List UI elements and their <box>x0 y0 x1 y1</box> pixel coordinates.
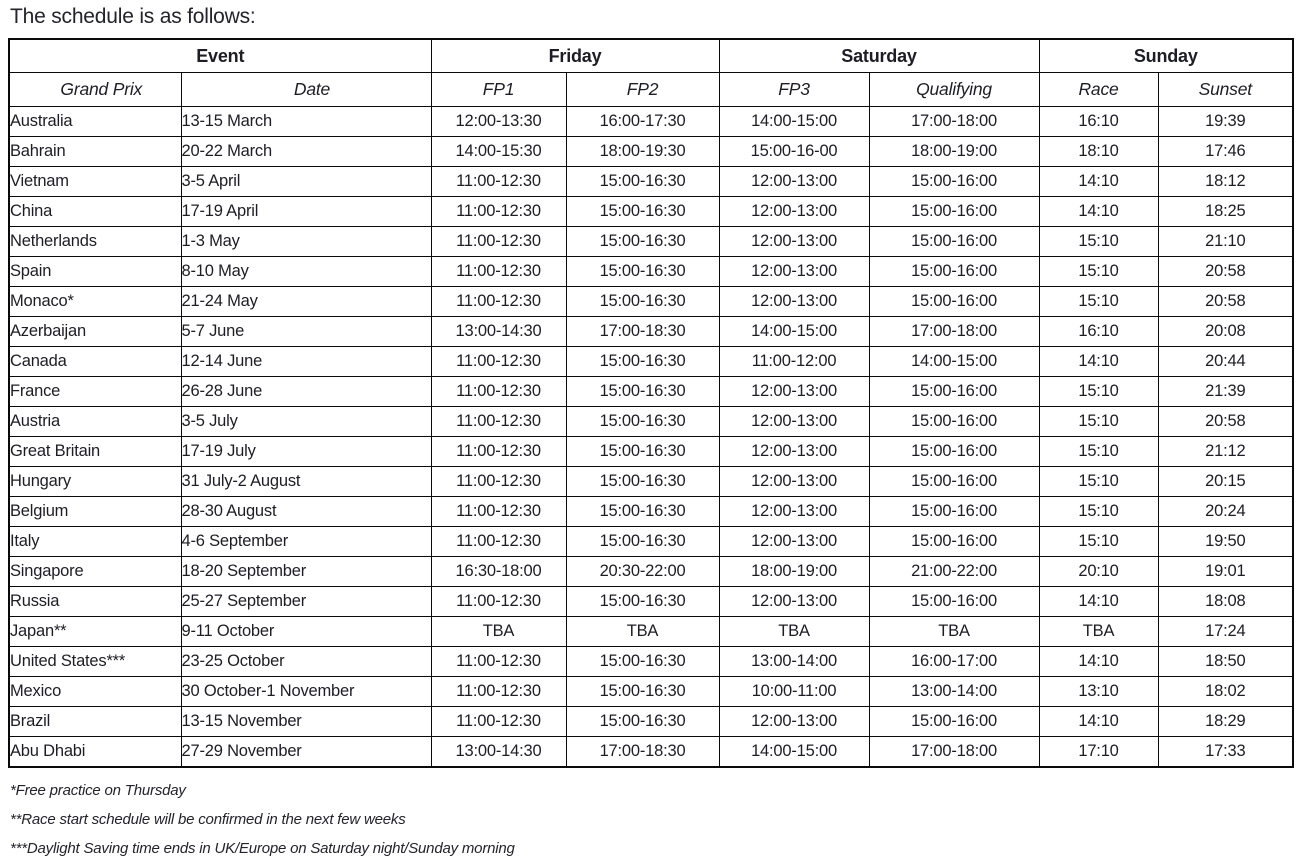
cell-race: 14:10 <box>1039 197 1158 227</box>
table-row <box>9 377 1293 407</box>
cell-grand-prix: Italy <box>9 527 181 557</box>
cell-grand-prix: Netherlands <box>9 227 181 257</box>
table-row <box>9 647 1293 677</box>
table-row <box>9 107 1293 137</box>
table-row <box>9 227 1293 257</box>
cell-grand-prix: Canada <box>9 347 181 377</box>
cell-qualifying: 21:00-22:00 <box>869 557 1039 587</box>
cell-qualifying: 17:00-18:00 <box>869 317 1039 347</box>
cell-race: 15:10 <box>1039 437 1158 467</box>
cell-sunset: 20:44 <box>1158 347 1293 377</box>
cell-date: 8-10 May <box>181 257 431 287</box>
table-row <box>9 317 1293 347</box>
table-row <box>9 137 1293 167</box>
cell-grand-prix: Monaco* <box>9 287 181 317</box>
cell-date: 4-6 September <box>181 527 431 557</box>
table-row <box>9 287 1293 317</box>
cell-fp1: 11:00-12:30 <box>431 467 566 497</box>
cell-fp1: 11:00-12:30 <box>431 437 566 467</box>
table-row <box>9 707 1293 737</box>
cell-qualifying: 15:00-16:00 <box>869 377 1039 407</box>
cell-fp1: 13:00-14:30 <box>431 317 566 347</box>
footnote-daylight-saving: ***Daylight Saving time ends in UK/Europe on Saturday night/Sunday morning <box>10 839 515 857</box>
cell-date: 13-15 November <box>181 707 431 737</box>
table-row <box>9 737 1293 767</box>
page-title: The schedule is as follows: <box>10 5 256 28</box>
table-row <box>9 587 1293 617</box>
cell-fp3: 10:00-11:00 <box>719 677 869 707</box>
cell-race: 15:10 <box>1039 227 1158 257</box>
cell-fp2: 15:00-16:30 <box>566 527 719 557</box>
cell-fp2: 15:00-16:30 <box>566 677 719 707</box>
cell-fp1: 14:00-15:30 <box>431 137 566 167</box>
cell-fp3: 12:00-13:00 <box>719 257 869 287</box>
cell-grand-prix: Great Britain <box>9 437 181 467</box>
header-group-row <box>9 39 1293 73</box>
cell-fp3: 12:00-13:00 <box>719 497 869 527</box>
cell-race: TBA <box>1039 617 1158 647</box>
cell-sunset: 17:33 <box>1158 737 1293 767</box>
cell-grand-prix: France <box>9 377 181 407</box>
cell-fp2: TBA <box>566 617 719 647</box>
cell-fp3: 12:00-13:00 <box>719 197 869 227</box>
cell-race: 20:10 <box>1039 557 1158 587</box>
cell-fp3: 12:00-13:00 <box>719 707 869 737</box>
cell-fp1: 11:00-12:30 <box>431 677 566 707</box>
cell-qualifying: 15:00-16:00 <box>869 407 1039 437</box>
cell-date: 26-28 June <box>181 377 431 407</box>
cell-qualifying: 15:00-16:00 <box>869 707 1039 737</box>
header-date: Date <box>181 73 431 107</box>
cell-race: 15:10 <box>1039 497 1158 527</box>
cell-race: 15:10 <box>1039 407 1158 437</box>
cell-fp3: 12:00-13:00 <box>719 587 869 617</box>
cell-race: 15:10 <box>1039 467 1158 497</box>
cell-fp3: 12:00-13:00 <box>719 407 869 437</box>
cell-fp1: 11:00-12:30 <box>431 257 566 287</box>
cell-grand-prix: United States*** <box>9 647 181 677</box>
cell-date: 23-25 October <box>181 647 431 677</box>
cell-grand-prix: Bahrain <box>9 137 181 167</box>
header-fp2: FP2 <box>566 73 719 107</box>
cell-sunset: 18:02 <box>1158 677 1293 707</box>
cell-race: 15:10 <box>1039 257 1158 287</box>
schedule-table-body <box>9 107 1293 767</box>
cell-sunset: 20:24 <box>1158 497 1293 527</box>
cell-qualifying: 15:00-16:00 <box>869 257 1039 287</box>
cell-grand-prix: Russia <box>9 587 181 617</box>
cell-fp1: 11:00-12:30 <box>431 287 566 317</box>
cell-sunset: 17:24 <box>1158 617 1293 647</box>
cell-date: 18-20 September <box>181 557 431 587</box>
cell-fp1: TBA <box>431 617 566 647</box>
cell-qualifying: 15:00-16:00 <box>869 197 1039 227</box>
cell-fp2: 15:00-16:30 <box>566 497 719 527</box>
cell-qualifying: 15:00-16:00 <box>869 587 1039 617</box>
cell-date: 28-30 August <box>181 497 431 527</box>
cell-grand-prix: Hungary <box>9 467 181 497</box>
cell-fp2: 15:00-16:30 <box>566 347 719 377</box>
cell-grand-prix: Mexico <box>9 677 181 707</box>
cell-sunset: 18:29 <box>1158 707 1293 737</box>
cell-fp2: 15:00-16:30 <box>566 227 719 257</box>
table-row <box>9 347 1293 377</box>
cell-fp1: 16:30-18:00 <box>431 557 566 587</box>
cell-fp3: 14:00-15:00 <box>719 317 869 347</box>
cell-sunset: 21:12 <box>1158 437 1293 467</box>
cell-grand-prix: Belgium <box>9 497 181 527</box>
cell-grand-prix: Singapore <box>9 557 181 587</box>
cell-date: 12-14 June <box>181 347 431 377</box>
cell-fp1: 11:00-12:30 <box>431 167 566 197</box>
cell-fp3: 15:00-16-00 <box>719 137 869 167</box>
header-group-friday: Friday <box>431 39 719 73</box>
cell-sunset: 17:46 <box>1158 137 1293 167</box>
table-row <box>9 257 1293 287</box>
cell-date: 27-29 November <box>181 737 431 767</box>
cell-fp3: 14:00-15:00 <box>719 737 869 767</box>
cell-date: 30 October-1 November <box>181 677 431 707</box>
cell-fp1: 11:00-12:30 <box>431 647 566 677</box>
cell-fp3: 12:00-13:00 <box>719 467 869 497</box>
table-row <box>9 617 1293 647</box>
cell-fp3: 12:00-13:00 <box>719 377 869 407</box>
table-row <box>9 167 1293 197</box>
cell-date: 3-5 July <box>181 407 431 437</box>
cell-qualifying: 15:00-16:00 <box>869 167 1039 197</box>
cell-fp2: 15:00-16:30 <box>566 377 719 407</box>
cell-sunset: 20:58 <box>1158 257 1293 287</box>
header-qualifying: Qualifying <box>869 73 1039 107</box>
cell-fp1: 11:00-12:30 <box>431 197 566 227</box>
cell-fp1: 11:00-12:30 <box>431 347 566 377</box>
cell-qualifying: 17:00-18:00 <box>869 737 1039 767</box>
cell-fp2: 15:00-16:30 <box>566 287 719 317</box>
cell-sunset: 18:12 <box>1158 167 1293 197</box>
cell-sunset: 18:08 <box>1158 587 1293 617</box>
cell-grand-prix: Vietnam <box>9 167 181 197</box>
cell-fp1: 11:00-12:30 <box>431 497 566 527</box>
table-row <box>9 407 1293 437</box>
cell-fp3: 12:00-13:00 <box>719 287 869 317</box>
cell-fp2: 15:00-16:30 <box>566 167 719 197</box>
cell-sunset: 20:58 <box>1158 287 1293 317</box>
cell-race: 14:10 <box>1039 707 1158 737</box>
cell-race: 16:10 <box>1039 107 1158 137</box>
cell-fp2: 15:00-16:30 <box>566 467 719 497</box>
cell-date: 13-15 March <box>181 107 431 137</box>
cell-qualifying: 15:00-16:00 <box>869 227 1039 257</box>
cell-qualifying: 15:00-16:00 <box>869 467 1039 497</box>
cell-grand-prix: Azerbaijan <box>9 317 181 347</box>
header-race: Race <box>1039 73 1158 107</box>
cell-fp2: 15:00-16:30 <box>566 587 719 617</box>
header-fp1: FP1 <box>431 73 566 107</box>
header-grand-prix: Grand Prix <box>9 73 181 107</box>
table-row <box>9 437 1293 467</box>
cell-date: 9-11 October <box>181 617 431 647</box>
cell-sunset: 21:39 <box>1158 377 1293 407</box>
cell-race: 15:10 <box>1039 377 1158 407</box>
header-sub-row <box>9 73 1293 107</box>
cell-qualifying: 15:00-16:00 <box>869 437 1039 467</box>
cell-date: 17-19 April <box>181 197 431 227</box>
cell-race: 15:10 <box>1039 527 1158 557</box>
footnotes <box>10 776 1302 863</box>
cell-grand-prix: Spain <box>9 257 181 287</box>
cell-sunset: 18:50 <box>1158 647 1293 677</box>
cell-sunset: 21:10 <box>1158 227 1293 257</box>
table-row <box>9 497 1293 527</box>
cell-fp3: 14:00-15:00 <box>719 107 869 137</box>
cell-race: 13:10 <box>1039 677 1158 707</box>
cell-date: 17-19 July <box>181 437 431 467</box>
cell-grand-prix: Australia <box>9 107 181 137</box>
cell-grand-prix: Japan** <box>9 617 181 647</box>
cell-qualifying: 14:00-15:00 <box>869 347 1039 377</box>
schedule-table <box>8 38 1294 768</box>
cell-sunset: 20:08 <box>1158 317 1293 347</box>
header-sunset: Sunset <box>1158 73 1293 107</box>
cell-fp1: 11:00-12:30 <box>431 527 566 557</box>
cell-qualifying: 17:00-18:00 <box>869 107 1039 137</box>
table-row <box>9 677 1293 707</box>
cell-fp3: 12:00-13:00 <box>719 527 869 557</box>
cell-fp2: 15:00-16:30 <box>566 707 719 737</box>
cell-sunset: 20:15 <box>1158 467 1293 497</box>
cell-qualifying: 15:00-16:00 <box>869 287 1039 317</box>
header-group-event: Event <box>9 39 431 73</box>
cell-race: 14:10 <box>1039 647 1158 677</box>
cell-fp1: 13:00-14:30 <box>431 737 566 767</box>
header-fp3: FP3 <box>719 73 869 107</box>
cell-date: 3-5 April <box>181 167 431 197</box>
cell-qualifying: 15:00-16:00 <box>869 497 1039 527</box>
header-group-sunday: Sunday <box>1039 39 1293 73</box>
cell-fp3: TBA <box>719 617 869 647</box>
cell-date: 5-7 June <box>181 317 431 347</box>
cell-fp3: 13:00-14:00 <box>719 647 869 677</box>
footnote-free-practice: *Free practice on Thursday <box>10 781 186 799</box>
cell-date: 20-22 March <box>181 137 431 167</box>
cell-fp2: 18:00-19:30 <box>566 137 719 167</box>
cell-fp1: 11:00-12:30 <box>431 587 566 617</box>
cell-grand-prix: China <box>9 197 181 227</box>
cell-race: 14:10 <box>1039 347 1158 377</box>
cell-fp2: 15:00-16:30 <box>566 437 719 467</box>
cell-date: 21-24 May <box>181 287 431 317</box>
cell-race: 14:10 <box>1039 167 1158 197</box>
cell-fp2: 15:00-16:30 <box>566 197 719 227</box>
cell-fp1: 12:00-13:30 <box>431 107 566 137</box>
cell-sunset: 20:58 <box>1158 407 1293 437</box>
cell-fp2: 16:00-17:30 <box>566 107 719 137</box>
cell-sunset: 18:25 <box>1158 197 1293 227</box>
cell-fp2: 17:00-18:30 <box>566 737 719 767</box>
cell-fp3: 18:00-19:00 <box>719 557 869 587</box>
cell-date: 31 July-2 August <box>181 467 431 497</box>
cell-qualifying: TBA <box>869 617 1039 647</box>
cell-sunset: 19:01 <box>1158 557 1293 587</box>
cell-grand-prix: Brazil <box>9 707 181 737</box>
cell-fp3: 12:00-13:00 <box>719 227 869 257</box>
table-row <box>9 197 1293 227</box>
cell-fp3: 12:00-13:00 <box>719 167 869 197</box>
cell-grand-prix: Austria <box>9 407 181 437</box>
cell-qualifying: 15:00-16:00 <box>869 527 1039 557</box>
cell-fp2: 20:30-22:00 <box>566 557 719 587</box>
cell-fp3: 12:00-13:00 <box>719 437 869 467</box>
cell-race: 14:10 <box>1039 587 1158 617</box>
cell-sunset: 19:39 <box>1158 107 1293 137</box>
cell-race: 18:10 <box>1039 137 1158 167</box>
cell-date: 25-27 September <box>181 587 431 617</box>
cell-date: 1-3 May <box>181 227 431 257</box>
cell-grand-prix: Abu Dhabi <box>9 737 181 767</box>
cell-qualifying: 18:00-19:00 <box>869 137 1039 167</box>
cell-qualifying: 16:00-17:00 <box>869 647 1039 677</box>
cell-fp2: 15:00-16:30 <box>566 647 719 677</box>
cell-fp1: 11:00-12:30 <box>431 407 566 437</box>
table-row <box>9 467 1293 497</box>
cell-fp2: 15:00-16:30 <box>566 407 719 437</box>
cell-fp1: 11:00-12:30 <box>431 377 566 407</box>
table-row <box>9 527 1293 557</box>
cell-qualifying: 13:00-14:00 <box>869 677 1039 707</box>
cell-fp2: 15:00-16:30 <box>566 257 719 287</box>
cell-fp3: 11:00-12:00 <box>719 347 869 377</box>
footnote-race-start: **Race start schedule will be confirmed in the next few weeks <box>10 810 406 828</box>
cell-fp1: 11:00-12:30 <box>431 707 566 737</box>
cell-sunset: 19:50 <box>1158 527 1293 557</box>
cell-fp1: 11:00-12:30 <box>431 227 566 257</box>
cell-fp2: 17:00-18:30 <box>566 317 719 347</box>
cell-race: 15:10 <box>1039 287 1158 317</box>
table-row <box>9 557 1293 587</box>
cell-race: 16:10 <box>1039 317 1158 347</box>
cell-race: 17:10 <box>1039 737 1158 767</box>
header-group-saturday: Saturday <box>719 39 1039 73</box>
